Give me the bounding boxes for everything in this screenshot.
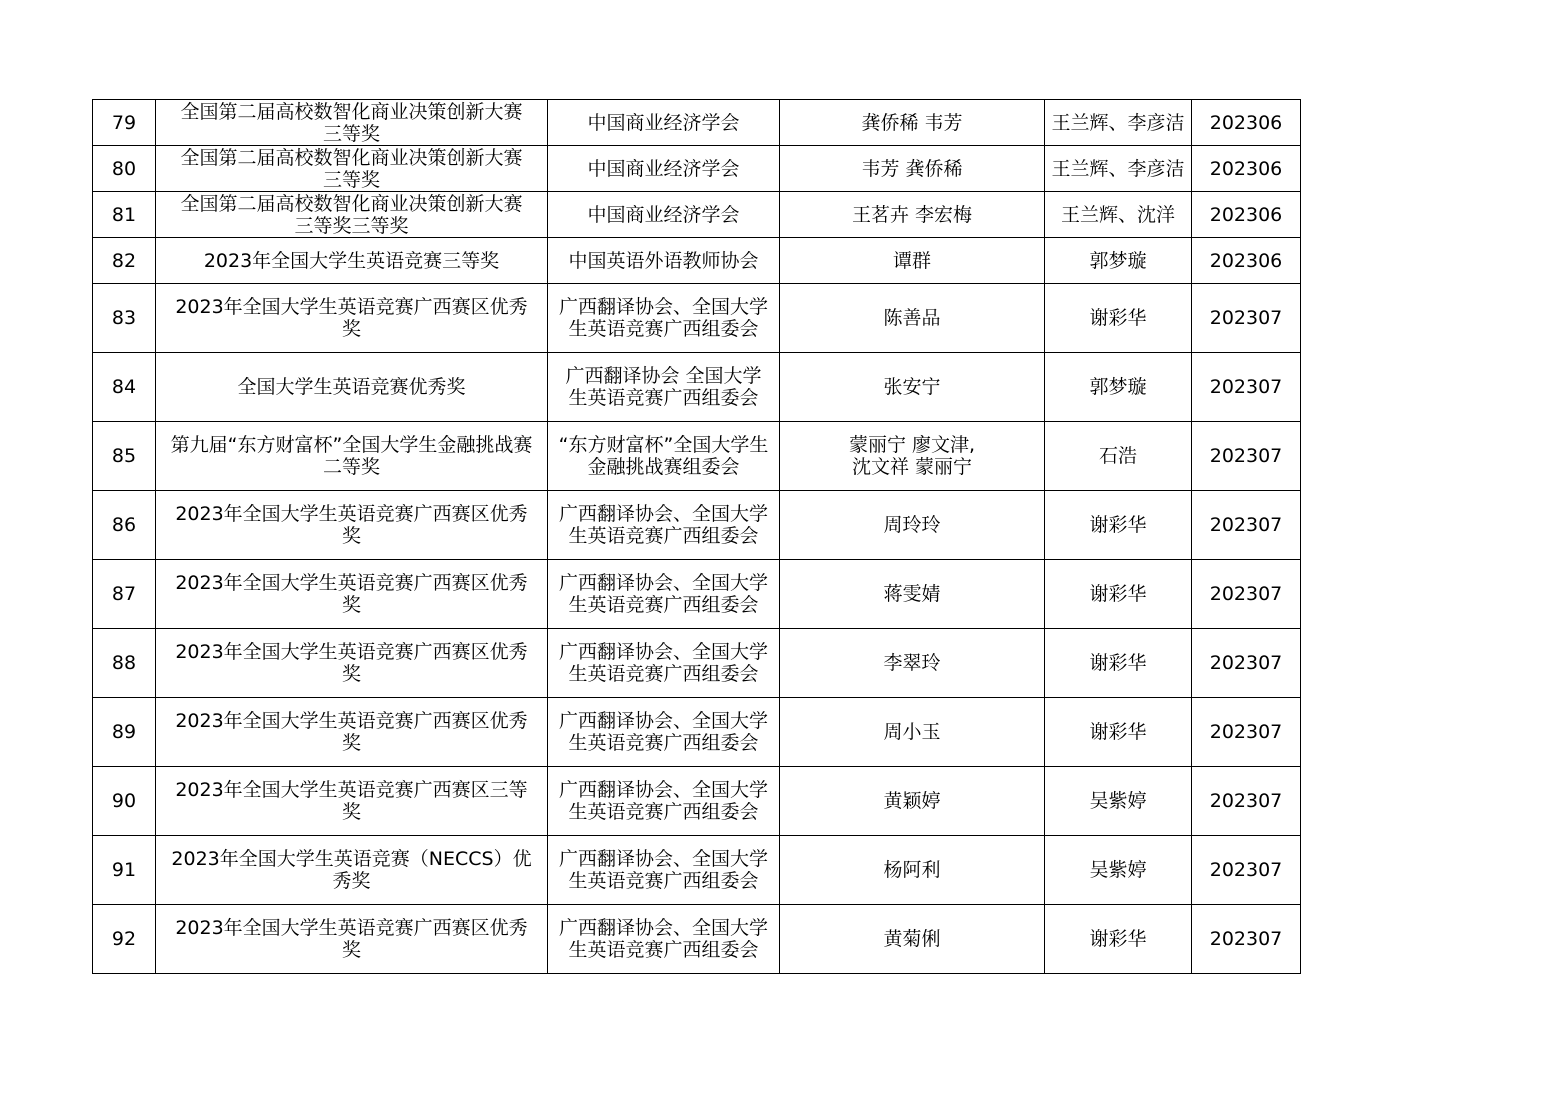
organizer-cell xyxy=(548,353,780,422)
organizer-cell xyxy=(548,192,780,238)
students-cell xyxy=(780,100,1045,146)
organizer-cell-line: 生英语竞赛广西组委会 xyxy=(568,594,759,616)
table-row xyxy=(93,146,1301,192)
table-row xyxy=(93,905,1301,974)
award-name-cell-line: 秀奖 xyxy=(332,870,371,892)
organizer-cell-line: 生英语竞赛广西组委会 xyxy=(568,870,759,892)
students-cell-line: 陈善品 xyxy=(883,307,941,329)
date-cell: 202306 xyxy=(1192,192,1301,238)
award-name-cell-line: 奖 xyxy=(341,663,361,685)
award-name-cell xyxy=(156,905,548,974)
row-number-cell: 90 xyxy=(93,767,156,836)
teacher-cell: 郭梦璇 xyxy=(1045,238,1192,284)
awards-table xyxy=(92,99,1301,974)
award-name-cell-line: 2023年全国大学生英语竞赛（NECCS）优 xyxy=(171,848,532,870)
row-number-cell: 79 xyxy=(93,100,156,146)
row-number-cell: 85 xyxy=(93,422,156,491)
students-cell xyxy=(780,629,1045,698)
organizer-cell-line: 生英语竞赛广西组委会 xyxy=(568,387,759,409)
organizer-cell-line: 生英语竞赛广西组委会 xyxy=(568,939,759,961)
organizer-cell-line: 生英语竞赛广西组委会 xyxy=(568,732,759,754)
organizer-cell xyxy=(548,100,780,146)
row-number-cell: 84 xyxy=(93,353,156,422)
award-name-cell-line: 三等奖 xyxy=(322,122,380,145)
students-cell-line: 张安宁 xyxy=(883,376,941,398)
row-number-cell: 87 xyxy=(93,560,156,629)
award-name-cell xyxy=(156,284,548,353)
award-name-cell-line: 奖 xyxy=(341,318,361,340)
teacher-cell: 石浩 xyxy=(1045,422,1192,491)
table-row xyxy=(93,491,1301,560)
students-cell xyxy=(780,192,1045,238)
organizer-cell-line: 中国商业经济学会 xyxy=(587,111,740,134)
date-cell: 202307 xyxy=(1192,560,1301,629)
award-name-cell-line: 2023年全国大学生英语竞赛三等奖 xyxy=(203,249,500,272)
teacher-cell: 谢彩华 xyxy=(1045,629,1192,698)
students-cell xyxy=(780,491,1045,560)
students-cell xyxy=(780,905,1045,974)
award-name-cell-line: 三等奖 xyxy=(322,168,380,191)
award-name-cell-line: 奖 xyxy=(341,801,361,823)
organizer-cell-line: “东方财富杯”全国大学生 xyxy=(558,434,769,456)
award-name-cell xyxy=(156,146,548,192)
students-cell xyxy=(780,238,1045,284)
award-name-cell-line: 奖 xyxy=(341,594,361,616)
award-name-cell-line: 全国第二届高校数智化商业决策创新大赛 xyxy=(180,100,523,123)
date-cell: 202307 xyxy=(1192,905,1301,974)
row-number-cell: 91 xyxy=(93,836,156,905)
organizer-cell-line: 中国商业经济学会 xyxy=(587,203,740,226)
awards-table-body xyxy=(93,100,1301,974)
award-name-cell-line: 三等奖三等奖 xyxy=(294,214,409,237)
students-cell-line: 韦芳 龚侨稀 xyxy=(861,157,963,180)
organizer-cell xyxy=(548,629,780,698)
award-name-cell xyxy=(156,629,548,698)
award-name-cell-line: 全国第二届高校数智化商业决策创新大赛 xyxy=(180,192,523,215)
award-name-cell-line: 2023年全国大学生英语竞赛广西赛区三等 xyxy=(175,779,528,801)
students-cell xyxy=(780,422,1045,491)
table-row xyxy=(93,284,1301,353)
date-cell: 202307 xyxy=(1192,284,1301,353)
students-cell-line: 周小玉 xyxy=(883,721,941,743)
organizer-cell-line: 广西翻译协会、全国大学 xyxy=(558,503,768,525)
organizer-cell xyxy=(548,284,780,353)
award-name-cell xyxy=(156,491,548,560)
students-cell-line: 蒙丽宁 廖文津, xyxy=(848,434,976,456)
students-cell xyxy=(780,698,1045,767)
organizer-cell-line: 广西翻译协会、全国大学 xyxy=(558,710,768,732)
date-cell: 202307 xyxy=(1192,422,1301,491)
organizer-cell-line: 广西翻译协会、全国大学 xyxy=(558,296,768,318)
students-cell-line: 黄菊俐 xyxy=(883,928,941,950)
teacher-cell: 谢彩华 xyxy=(1045,905,1192,974)
teacher-cell: 谢彩华 xyxy=(1045,560,1192,629)
award-name-cell-line: 2023年全国大学生英语竞赛广西赛区优秀 xyxy=(175,641,528,663)
date-cell: 202307 xyxy=(1192,836,1301,905)
teacher-cell: 王兰辉、李彦洁 xyxy=(1045,146,1192,192)
award-name-cell xyxy=(156,422,548,491)
date-cell: 202307 xyxy=(1192,767,1301,836)
award-name-cell-line: 奖 xyxy=(341,525,361,547)
organizer-cell xyxy=(548,767,780,836)
students-cell-line: 王茗卉 李宏梅 xyxy=(851,203,973,226)
award-name-cell xyxy=(156,192,548,238)
award-name-cell xyxy=(156,698,548,767)
organizer-cell xyxy=(548,560,780,629)
students-cell xyxy=(780,767,1045,836)
award-name-cell xyxy=(156,560,548,629)
table-row xyxy=(93,836,1301,905)
row-number-cell: 83 xyxy=(93,284,156,353)
table-row xyxy=(93,698,1301,767)
students-cell-line: 李翠玲 xyxy=(883,652,941,674)
organizer-cell-line: 广西翻译协会、全国大学 xyxy=(558,641,768,663)
row-number-cell: 86 xyxy=(93,491,156,560)
organizer-cell xyxy=(548,836,780,905)
table-row xyxy=(93,767,1301,836)
award-name-cell-line: 全国第二届高校数智化商业决策创新大赛 xyxy=(180,146,523,169)
date-cell: 202306 xyxy=(1192,146,1301,192)
organizer-cell-line: 广西翻译协会、全国大学 xyxy=(558,779,768,801)
date-cell: 202306 xyxy=(1192,100,1301,146)
table-row xyxy=(93,629,1301,698)
award-name-cell-line: 2023年全国大学生英语竞赛广西赛区优秀 xyxy=(175,572,528,594)
students-cell xyxy=(780,353,1045,422)
students-cell xyxy=(780,836,1045,905)
teacher-cell: 郭梦璇 xyxy=(1045,353,1192,422)
award-name-cell-line: 第九届“东方财富杯”全国大学生金融挑战赛 xyxy=(170,434,533,456)
row-number-cell: 88 xyxy=(93,629,156,698)
students-cell-line: 杨阿利 xyxy=(883,859,941,881)
row-number-cell: 92 xyxy=(93,905,156,974)
date-cell: 202307 xyxy=(1192,353,1301,422)
award-name-cell-line: 全国大学生英语竞赛优秀奖 xyxy=(237,376,466,398)
organizer-cell-line: 中国英语外语教师协会 xyxy=(568,249,759,272)
organizer-cell-line: 广西翻译协会、全国大学 xyxy=(558,572,768,594)
organizer-cell-line: 广西翻译协会、全国大学 xyxy=(558,917,768,939)
award-name-cell-line: 奖 xyxy=(341,939,361,961)
award-name-cell-line: 2023年全国大学生英语竞赛广西赛区优秀 xyxy=(175,296,528,318)
teacher-cell: 吴紫婷 xyxy=(1045,836,1192,905)
award-name-cell xyxy=(156,836,548,905)
row-number-cell: 82 xyxy=(93,238,156,284)
table-row xyxy=(93,238,1301,284)
award-name-cell xyxy=(156,238,548,284)
organizer-cell-line: 生英语竞赛广西组委会 xyxy=(568,525,759,547)
organizer-cell xyxy=(548,422,780,491)
organizer-cell xyxy=(548,238,780,284)
teacher-cell: 谢彩华 xyxy=(1045,698,1192,767)
students-cell xyxy=(780,284,1045,353)
teacher-cell: 谢彩华 xyxy=(1045,491,1192,560)
organizer-cell xyxy=(548,698,780,767)
award-name-cell-line: 2023年全国大学生英语竞赛广西赛区优秀 xyxy=(175,917,528,939)
table-row xyxy=(93,192,1301,238)
teacher-cell: 王兰辉、李彦洁 xyxy=(1045,100,1192,146)
organizer-cell-line: 生英语竞赛广西组委会 xyxy=(568,663,759,685)
students-cell-line: 谭群 xyxy=(892,249,931,272)
organizer-cell xyxy=(548,491,780,560)
date-cell: 202307 xyxy=(1192,491,1301,560)
row-number-cell: 80 xyxy=(93,146,156,192)
teacher-cell: 吴紫婷 xyxy=(1045,767,1192,836)
organizer-cell-line: 生英语竞赛广西组委会 xyxy=(568,801,759,823)
date-cell: 202307 xyxy=(1192,629,1301,698)
organizer-cell-line: 生英语竞赛广西组委会 xyxy=(568,318,759,340)
award-name-cell-line: 2023年全国大学生英语竞赛广西赛区优秀 xyxy=(175,710,528,732)
organizer-cell-line: 广西翻译协会、全国大学 xyxy=(558,848,768,870)
award-name-cell-line: 2023年全国大学生英语竞赛广西赛区优秀 xyxy=(175,503,528,525)
organizer-cell xyxy=(548,146,780,192)
students-cell-line: 龚侨稀 韦芳 xyxy=(861,111,963,134)
award-name-cell xyxy=(156,100,548,146)
organizer-cell xyxy=(548,905,780,974)
award-name-cell-line: 奖 xyxy=(341,732,361,754)
table-row xyxy=(93,560,1301,629)
students-cell-line: 周玲玲 xyxy=(883,514,941,536)
teacher-cell: 谢彩华 xyxy=(1045,284,1192,353)
award-name-cell-line: 二等奖 xyxy=(322,456,380,478)
row-number-cell: 81 xyxy=(93,192,156,238)
students-cell-line: 沈文祥 蒙丽宁 xyxy=(851,456,973,478)
table-row xyxy=(93,422,1301,491)
award-name-cell xyxy=(156,353,548,422)
students-cell-line: 黄颖婷 xyxy=(883,790,941,812)
organizer-cell-line: 广西翻译协会 全国大学 xyxy=(565,365,762,387)
award-name-cell xyxy=(156,767,548,836)
students-cell xyxy=(780,560,1045,629)
organizer-cell-line: 金融挑战赛组委会 xyxy=(587,456,740,478)
organizer-cell-line: 中国商业经济学会 xyxy=(587,157,740,180)
table-row xyxy=(93,353,1301,422)
date-cell: 202306 xyxy=(1192,238,1301,284)
table-row xyxy=(93,100,1301,146)
students-cell xyxy=(780,146,1045,192)
date-cell: 202307 xyxy=(1192,698,1301,767)
teacher-cell: 王兰辉、沈洋 xyxy=(1045,192,1192,238)
students-cell-line: 蒋雯婧 xyxy=(883,583,941,605)
row-number-cell: 89 xyxy=(93,698,156,767)
